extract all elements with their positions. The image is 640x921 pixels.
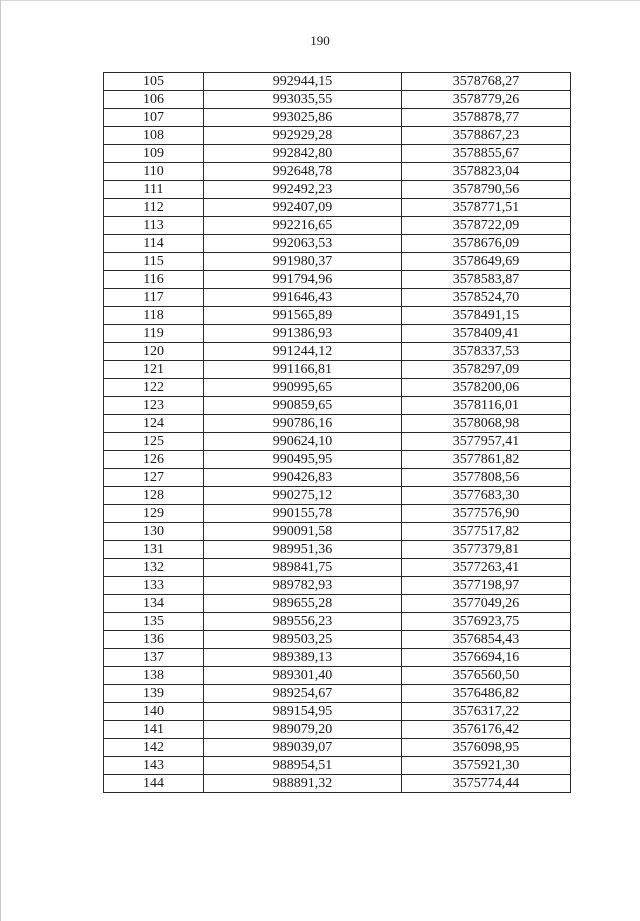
y-coordinate-cell: 3578823,04 [402,163,571,181]
table-row [104,523,571,541]
x-coordinate-cell: 990995,65 [204,379,402,397]
y-coordinate-cell: 3578491,15 [402,307,571,325]
table-row [104,127,571,145]
table-row [104,73,571,91]
table-row [104,361,571,379]
point-number-cell: 120 [104,343,204,361]
x-coordinate-cell: 989079,20 [204,721,402,739]
point-number-cell: 129 [104,505,204,523]
x-coordinate-cell: 992216,65 [204,217,402,235]
x-coordinate-cell: 990426,83 [204,469,402,487]
point-number-cell: 122 [104,379,204,397]
point-number-cell: 136 [104,631,204,649]
table-row [104,289,571,307]
x-coordinate-cell: 989503,25 [204,631,402,649]
x-coordinate-cell: 993025,86 [204,109,402,127]
y-coordinate-cell: 3578068,98 [402,415,571,433]
y-coordinate-cell: 3576854,43 [402,631,571,649]
x-coordinate-cell: 993035,55 [204,91,402,109]
table-row [104,325,571,343]
y-coordinate-cell: 3578722,09 [402,217,571,235]
point-number-cell: 130 [104,523,204,541]
table-row [104,415,571,433]
point-number-cell: 133 [104,577,204,595]
table-row [104,91,571,109]
point-number-cell: 142 [104,739,204,757]
point-number-cell: 108 [104,127,204,145]
x-coordinate-cell: 990091,58 [204,523,402,541]
point-number-cell: 131 [104,541,204,559]
table-row [104,271,571,289]
point-number-cell: 143 [104,757,204,775]
x-coordinate-cell: 989556,23 [204,613,402,631]
x-coordinate-cell: 991386,93 [204,325,402,343]
table-row [104,217,571,235]
x-coordinate-cell: 990624,10 [204,433,402,451]
point-number-cell: 106 [104,91,204,109]
point-number-cell: 119 [104,325,204,343]
y-coordinate-cell: 3576560,50 [402,667,571,685]
point-number-cell: 111 [104,181,204,199]
y-coordinate-cell: 3578779,26 [402,91,571,109]
y-coordinate-cell: 3578878,77 [402,109,571,127]
x-coordinate-cell: 988954,51 [204,757,402,775]
y-coordinate-cell: 3576486,82 [402,685,571,703]
point-number-cell: 125 [104,433,204,451]
x-coordinate-cell: 989254,67 [204,685,402,703]
y-coordinate-cell: 3576317,22 [402,703,571,721]
point-number-cell: 121 [104,361,204,379]
x-coordinate-cell: 990155,78 [204,505,402,523]
coordinates-table [103,72,571,793]
x-coordinate-cell: 990275,12 [204,487,402,505]
x-coordinate-cell: 992842,80 [204,145,402,163]
x-coordinate-cell: 992944,15 [204,73,402,91]
x-coordinate-cell: 991244,12 [204,343,402,361]
x-coordinate-cell: 989655,28 [204,595,402,613]
y-coordinate-cell: 3576694,16 [402,649,571,667]
x-coordinate-cell: 989841,75 [204,559,402,577]
y-coordinate-cell: 3575921,30 [402,757,571,775]
x-coordinate-cell: 992929,28 [204,127,402,145]
table-row [104,775,571,793]
table-row [104,181,571,199]
point-number-cell: 123 [104,397,204,415]
y-coordinate-cell: 3578583,87 [402,271,571,289]
x-coordinate-cell: 991166,81 [204,361,402,379]
x-coordinate-cell: 991646,43 [204,289,402,307]
y-coordinate-cell: 3576098,95 [402,739,571,757]
point-number-cell: 140 [104,703,204,721]
y-coordinate-cell: 3578855,67 [402,145,571,163]
y-coordinate-cell: 3578409,41 [402,325,571,343]
point-number-cell: 128 [104,487,204,505]
table-row [104,451,571,469]
table-row [104,703,571,721]
y-coordinate-cell: 3578116,01 [402,397,571,415]
table-row [104,379,571,397]
point-number-cell: 132 [104,559,204,577]
table-row [104,397,571,415]
table-row [104,685,571,703]
table-row [104,757,571,775]
y-coordinate-cell: 3577198,97 [402,577,571,595]
y-coordinate-cell: 3578297,09 [402,361,571,379]
y-coordinate-cell: 3578867,23 [402,127,571,145]
x-coordinate-cell: 989389,13 [204,649,402,667]
y-coordinate-cell: 3578524,70 [402,289,571,307]
y-coordinate-cell: 3578676,09 [402,235,571,253]
y-coordinate-cell: 3577861,82 [402,451,571,469]
point-number-cell: 134 [104,595,204,613]
table-row [104,469,571,487]
y-coordinate-cell: 3578649,69 [402,253,571,271]
y-coordinate-cell: 3577379,81 [402,541,571,559]
y-coordinate-cell: 3577683,30 [402,487,571,505]
point-number-cell: 105 [104,73,204,91]
x-coordinate-cell: 992492,23 [204,181,402,199]
y-coordinate-cell: 3578200,06 [402,379,571,397]
table-row [104,307,571,325]
table-row [104,253,571,271]
x-coordinate-cell: 990786,16 [204,415,402,433]
y-coordinate-cell: 3577263,41 [402,559,571,577]
page-number: 190 [310,33,330,48]
table-row [104,721,571,739]
table-row [104,109,571,127]
point-number-cell: 141 [104,721,204,739]
table-row [104,559,571,577]
y-coordinate-cell: 3578337,53 [402,343,571,361]
table-row [104,577,571,595]
x-coordinate-cell: 991794,96 [204,271,402,289]
point-number-cell: 126 [104,451,204,469]
x-coordinate-cell: 989154,95 [204,703,402,721]
point-number-cell: 107 [104,109,204,127]
table-row [104,739,571,757]
point-number-cell: 109 [104,145,204,163]
x-coordinate-cell: 988891,32 [204,775,402,793]
y-coordinate-cell: 3578790,56 [402,181,571,199]
point-number-cell: 116 [104,271,204,289]
coordinates-table-body [104,73,571,793]
x-coordinate-cell: 992648,78 [204,163,402,181]
y-coordinate-cell: 3577808,56 [402,469,571,487]
x-coordinate-cell: 992063,53 [204,235,402,253]
table-row [104,631,571,649]
point-number-cell: 137 [104,649,204,667]
x-coordinate-cell: 989039,07 [204,739,402,757]
x-coordinate-cell: 991980,37 [204,253,402,271]
y-coordinate-cell: 3577517,82 [402,523,571,541]
x-coordinate-cell: 992407,09 [204,199,402,217]
point-number-cell: 127 [104,469,204,487]
table-row [104,343,571,361]
table-row [104,199,571,217]
point-number-cell: 117 [104,289,204,307]
table-row [104,505,571,523]
table-row [104,433,571,451]
point-number-cell: 138 [104,667,204,685]
table-row [104,541,571,559]
y-coordinate-cell: 3575774,44 [402,775,571,793]
table-row [104,667,571,685]
point-number-cell: 110 [104,163,204,181]
point-number-cell: 124 [104,415,204,433]
table-row [104,613,571,631]
point-number-cell: 115 [104,253,204,271]
y-coordinate-cell: 3576176,42 [402,721,571,739]
x-coordinate-cell: 991565,89 [204,307,402,325]
x-coordinate-cell: 989951,36 [204,541,402,559]
x-coordinate-cell: 990495,95 [204,451,402,469]
point-number-cell: 118 [104,307,204,325]
table-row [104,163,571,181]
point-number-cell: 144 [104,775,204,793]
table-row [104,487,571,505]
table-row [104,595,571,613]
table-row [104,145,571,163]
y-coordinate-cell: 3577957,41 [402,433,571,451]
point-number-cell: 114 [104,235,204,253]
x-coordinate-cell: 990859,65 [204,397,402,415]
y-coordinate-cell: 3576923,75 [402,613,571,631]
point-number-cell: 135 [104,613,204,631]
y-coordinate-cell: 3578768,27 [402,73,571,91]
point-number-cell: 112 [104,199,204,217]
y-coordinate-cell: 3578771,51 [402,199,571,217]
x-coordinate-cell: 989301,40 [204,667,402,685]
point-number-cell: 113 [104,217,204,235]
y-coordinate-cell: 3577576,90 [402,505,571,523]
table-row [104,649,571,667]
y-coordinate-cell: 3577049,26 [402,595,571,613]
x-coordinate-cell: 989782,93 [204,577,402,595]
table-row [104,235,571,253]
point-number-cell: 139 [104,685,204,703]
